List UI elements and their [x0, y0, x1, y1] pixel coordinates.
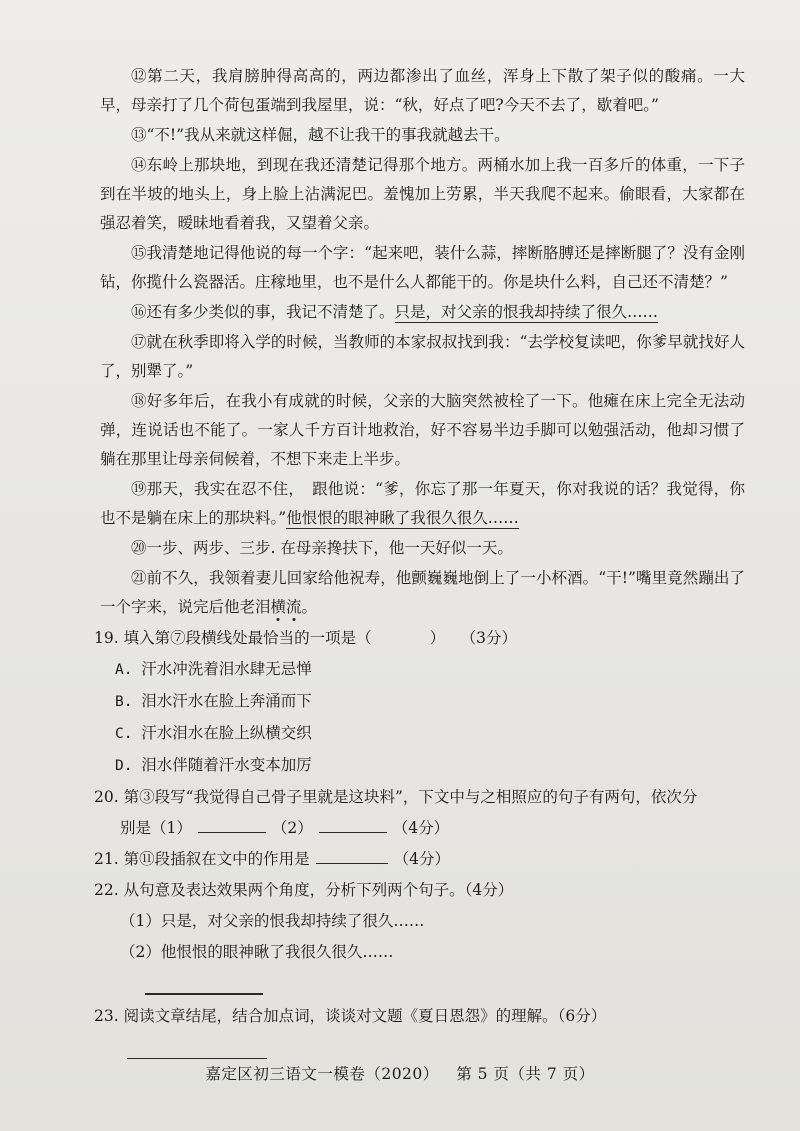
paragraph-21-text: ㉑前不久，我领着妻儿回家给他祝寿，他颤巍巍地倒上了一小杯酒。“干!”嘴里竟然蹦出了一个字来，说完后他老泪	[100, 569, 745, 616]
option-a-letter: A.	[115, 662, 133, 678]
option-d-text: 泪水伴随着汗水变本加厉	[141, 756, 312, 774]
paragraph-12: ⑫第二天，我肩膀肿得高高的，两边都渗出了血丝，浑身上下散了架子似的酸痛。一大早，母亲打了几个荷包蛋端到我屋里，说：“秋，好点了吧?今天不去了，歇着吧。”	[100, 67, 745, 114]
paragraph-19	[100, 475, 745, 533]
option-b-letter: B.	[115, 694, 133, 710]
option-c-text: 汗水泪水在脸上纵横交织	[141, 724, 312, 742]
question-22: 22. 从句意及表达效果两个角度，分析下列两个句子。（4分）	[94, 881, 514, 899]
paragraph-15: ⑮我清楚地记得他说的每一个字：“起来吧，装什么蒜，摔断胳膊还是摔断腿了？没有金刚钻，你揽什么瓷器活。庄稼地里，也不是什么人都能干的。你是块什么料，自己还不清楚？”	[100, 244, 745, 291]
blank-label-1: （1）	[151, 819, 192, 837]
question-23: 23. 阅读文章结尾，结合加点词，谈谈对文题《夏日恩怨》的理解。（6分）	[94, 1006, 607, 1025]
option-c-letter: C.	[115, 726, 133, 742]
question-21-score: （4分）	[393, 850, 450, 868]
question-20-prefix: 别是	[120, 819, 152, 837]
paragraph-21	[100, 564, 745, 622]
dotted-word-liu: 流	[286, 598, 302, 616]
question-19	[94, 623, 745, 654]
option-a[interactable]	[115, 654, 745, 686]
answer-line-22[interactable]	[145, 993, 263, 995]
question-19-score: （3分）	[468, 629, 517, 647]
answer-blank-21[interactable]	[316, 862, 388, 864]
option-d-letter: D.	[115, 758, 133, 774]
page-number: 第 5 页（共 7 页）	[456, 1065, 595, 1083]
reading-passage	[94, 62, 745, 1059]
paragraph-18: ⑱好多年后，在我小有成就的时候，父亲的大脑突然被栓了一下。他瘫在床上完全无法动弹，连说话也不能了。一家人千方百计地救治，好不容易半边手脚可以勉强活动，他却习惯了躺在那里让母亲伺候着，不想下来走上半步。	[100, 392, 745, 468]
option-d[interactable]	[115, 750, 745, 782]
paragraph-21-end: 。	[301, 598, 318, 616]
option-c[interactable]	[115, 718, 745, 750]
answer-blank-20-1[interactable]	[198, 831, 266, 833]
option-b-text: 泪水汗水在脸上奔涌而下	[141, 692, 312, 710]
paragraph-19-plain: ⑲那天，我实在忍不住， 跟他说：“爹，你忘了那一年夏天，你对我说的话？我觉得，你也不是躺在床上的那块料。”	[100, 480, 745, 527]
blank-label-2: （2）	[271, 819, 313, 837]
paragraph-14: ⑭东岭上那块地，到现在我还清楚记得那个地方。两桶水加上我一百多斤的体重，一下子到在半坡的地头上，身上脸上沾满泥巴。羞愧加上劳累，半天我爬不起来。偷眼看，大家都在强忍着笑，暧昧地看着我，又望着父亲。	[100, 156, 745, 232]
option-a-text: 汗水冲洗着泪水肆无忌惮	[141, 660, 312, 678]
underlined-sentence-2: 他恨恨的眼神瞅了我很久很久……	[286, 509, 519, 527]
option-b[interactable]	[115, 686, 745, 718]
question-19-close: ）	[429, 629, 438, 647]
question-21-text: 21. 第⑪段插叙在文中的作用是	[94, 850, 310, 868]
answer-blank-20-2[interactable]	[319, 831, 387, 833]
question-19-text: 19. 填入第⑦段横线处最恰当的一项是（	[94, 629, 372, 647]
exam-title: 嘉定区初三语文一模卷（2020）	[205, 1065, 439, 1083]
paragraph-16	[100, 298, 745, 327]
question-20-score: （4分）	[392, 819, 450, 837]
question-22-sentence-1: （1）只是，对父亲的恨我却持续了很久……	[120, 912, 425, 930]
paragraph-17: ⑰就在秋季即将入学的时候，当教师的本家叔叔找到我：“去学校复读吧，你爹早就找好人了，别犟了。”	[100, 333, 745, 380]
dotted-word-heng: 横	[270, 598, 287, 616]
page-footer	[0, 1062, 800, 1084]
underlined-sentence-1: 只是，对父亲的恨我却持续了很久……	[394, 303, 659, 321]
paragraph-13: ⑬“不!”我从来就这样倔，越不让我干的事我就越去干。	[131, 126, 510, 144]
question-22-sentence-2: （2）他恨恨的眼神瞅了我很久很久……	[120, 943, 394, 961]
paragraph-16-plain: ⑯还有多少类似的事，我记不清楚了。	[131, 303, 395, 321]
question-20: 20. 第③段写“我觉得自己骨子里就是这块料”，下文中与之相照应的句子有两句，依次分	[94, 788, 698, 806]
answer-line-23[interactable]	[127, 1058, 267, 1060]
paragraph-20: ⑳一步、两步、三步. 在母亲搀扶下，他一天好似一天。	[131, 539, 513, 557]
question-20-blanks	[120, 813, 745, 844]
question-21	[94, 844, 745, 875]
